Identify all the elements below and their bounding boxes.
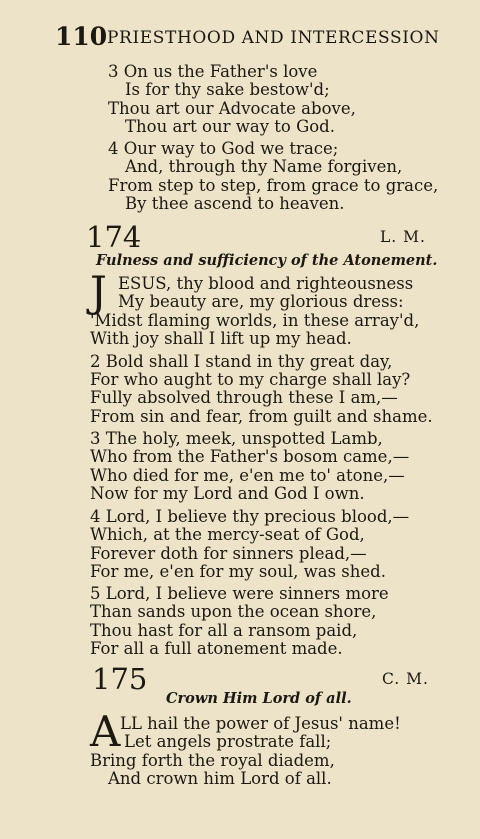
verse-line: My beauty are, my glorious dress: <box>118 292 404 311</box>
verse-line: For all a full atonement made. <box>90 639 343 658</box>
verse-line: Who died for me, e'en me to' atone,— <box>90 466 405 485</box>
verse-line: Bring forth the royal diadem, <box>90 751 335 770</box>
verse-line: 2 Bold shall I stand in thy great day, <box>90 352 393 371</box>
verse-line: And crown him Lord of all. <box>108 769 332 788</box>
verse-line: Now for my Lord and God I own. <box>90 484 365 503</box>
verse-line: Fully absolved through these I am,— <box>90 388 398 407</box>
hymn-title: Fulness and sufficiency of the Atonement. <box>96 252 438 269</box>
hymn-meter: L. M. <box>380 228 426 246</box>
verse-line: By thee ascend to heaven. <box>125 194 345 213</box>
verse-line: Let angels prostrate fall; <box>124 732 332 751</box>
verse-line: LL hail the power of Jesus' name! <box>120 714 401 733</box>
verse-line: And, through thy Name forgiven, <box>125 157 403 176</box>
verse-line: 'Midst flaming worlds, in these array'd, <box>90 311 420 330</box>
page-header <box>55 22 455 52</box>
verse-line: Than sands upon the ocean shore, <box>90 602 377 621</box>
drop-cap: J <box>90 267 107 316</box>
hymn-number: 175 <box>92 662 148 696</box>
verse-line: Thou art our Advocate above, <box>108 99 356 118</box>
hymn-title: Crown Him Lord of all. <box>166 690 352 707</box>
hymn-meter: C. M. <box>382 670 429 688</box>
verse-line: Which, at the mercy-seat of God, <box>90 525 365 544</box>
running-title: PRIESTHOOD AND INTERCESSION <box>107 28 440 48</box>
verse-line: For who aught to my charge shall lay? <box>90 370 411 389</box>
verse-line: For me, e'en for my soul, was shed. <box>90 562 386 581</box>
verse-line: ESUS, thy blood and righteousness <box>118 274 414 293</box>
verse-line: Is for thy sake bestow'd; <box>125 80 330 99</box>
verse-line: 4 Our way to God we trace; <box>108 139 339 158</box>
hymn-number: 174 <box>86 220 142 254</box>
verse-line: Who from the Father's bosom came,— <box>90 447 410 466</box>
verse-line: 3 The holy, meek, unspotted Lamb, <box>90 429 383 448</box>
verse-line: 3 On us the Father's love <box>108 62 318 81</box>
page-number: 110 <box>55 22 108 51</box>
verse-line: With joy shall I lift up my head. <box>90 329 352 348</box>
verse-line: From sin and fear, from guilt and shame. <box>90 407 433 426</box>
verse-line: Thou hast for all a ransom paid, <box>90 621 358 640</box>
verse-line: 5 Lord, I believe were sinners more <box>90 584 389 603</box>
drop-cap: A <box>90 707 121 756</box>
verse-line: 4 Lord, I believe thy precious blood,— <box>90 507 410 526</box>
verse-line: Forever doth for sinners plead,— <box>90 544 367 563</box>
verse-line: Thou art our way to God. <box>125 117 335 136</box>
verse-line: From step to step, from grace to grace, <box>108 176 439 195</box>
